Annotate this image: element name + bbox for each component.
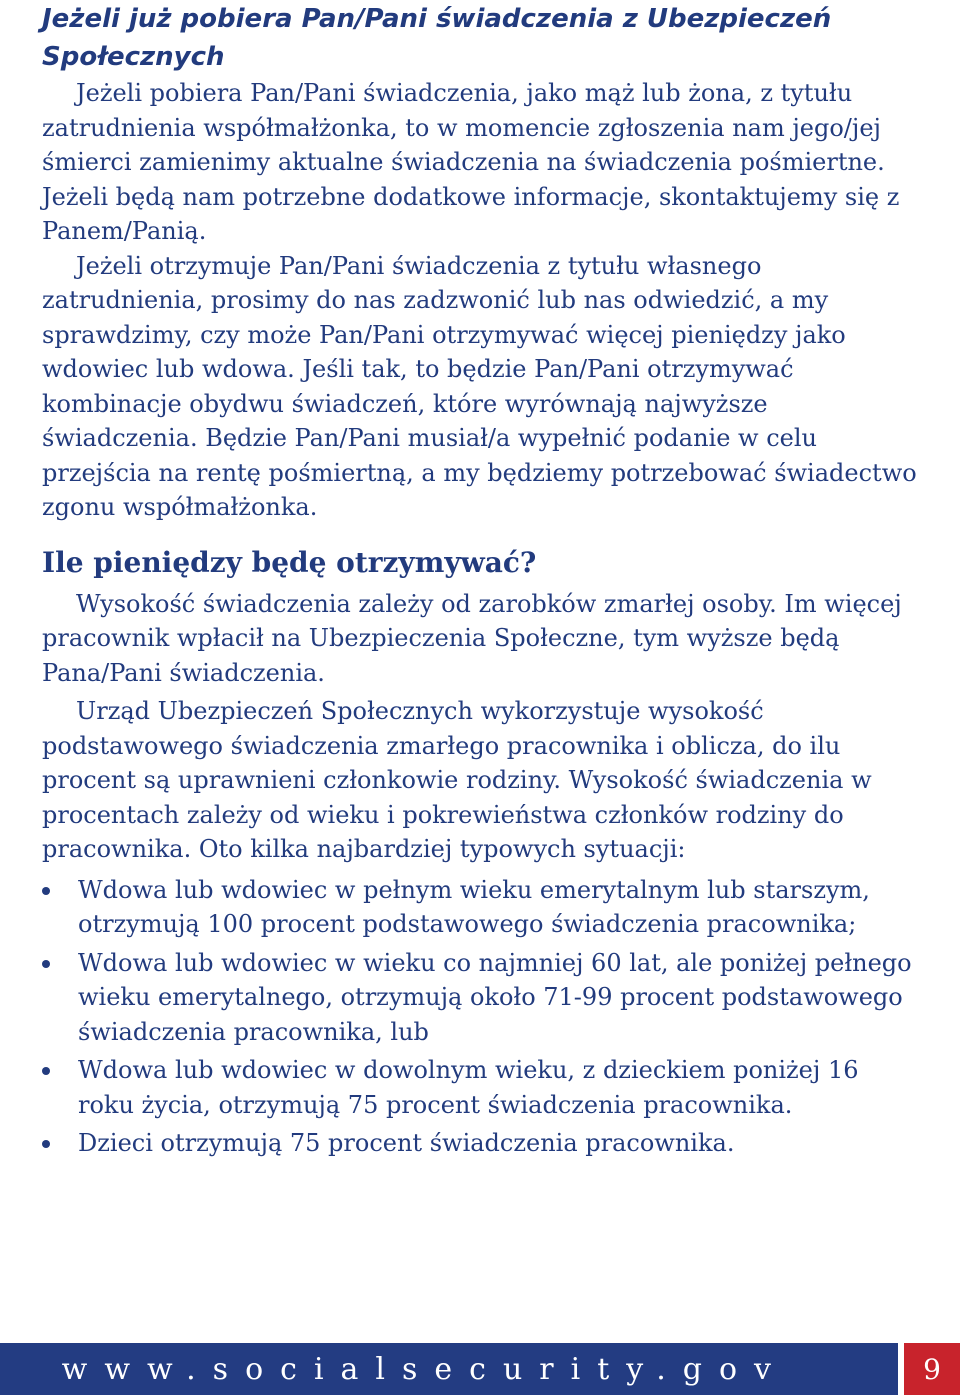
list-item-text: Wdowa lub wdowiec w pełnym wieku emerytalnym lub starszym, otrzymują 100 procent podstawowego świadczenia pracownika; [78,875,870,938]
list-item [42,873,922,942]
list-item [42,946,922,1050]
bullet-icon [42,1140,50,1148]
section-heading-how-much: Ile pieniędzy będę otrzymywać? [42,545,537,579]
paragraph: Urząd Ubezpieczeń Społecznych wykorzystuje wysokość podstawowego świadczenia zmarłego pracownika i oblicza, do ilu procent są uprawnieni członkowie rodziny. Wysokość świadczenia w procentach zależy od wieku i pokrewieństwa członków rodziny do pracownika. Oto kilka najbardziej typowych sytuacji: [42,697,872,863]
list-item-text: Wdowa lub wdowiec w dowolnym wieku, z dzieckiem poniżej 16 roku życia, otrzymują 75 procent świadczenia pracownika. [78,1056,859,1119]
benefit-situations-list [42,873,922,1161]
list-item [42,1126,922,1161]
page-number: 9 [923,1352,941,1386]
paragraph: Jeżeli otrzymuje Pan/Pani świadczenia z tytułu własnego zatrudnienia, prosimy do nas zadzwonić lub nas odwiedzić, a my sprawdzimy, czy może Pan/Pani otrzymywać więcej pieniędzy jako wdowiec lub wdowa. Jeśli tak, to będzie Pan/Pani otrzymywać kombinacje obydwu świadczeń, które wyrównają najwyższe świadczenia. Będzie Pan/Pani musiał/a wypełnić podanie w celu przejścia na rentę pośmiertną, a my będziemy potrzebować świadectwo zgonu współmałżonka. [42,251,917,521]
section-heading-current-benefits: Jeżeli już pobiera Pan/Pani świadczenia z Ubezpieczeń Społecznych [42,4,832,72]
bullet-icon [42,887,50,895]
footer-bar [0,1343,898,1395]
list-item [42,1053,922,1122]
footer-url-link[interactable]: www.socialsecurity.gov [61,1351,788,1387]
paragraph: Jeżeli pobiera Pan/Pani świadczenia, jako mąż lub żona, z tytułu zatrudnienia współmałżonka, to w momencie zgłoszenia nam jego/jej śmierci zamienimy aktualne świadczenia na świadczenia pośmiertne. Jeżeli będą nam potrzebne dodatkowe informacje, skontaktujemy się z Panem/Panią. [42,79,900,245]
list-item-text: Wdowa lub wdowiec w wieku co najmniej 60 lat, ale poniżej pełnego wieku emerytalnego, otrzymują około 71-99 procent podstawowego świadczenia pracownika, lub [78,948,912,1046]
paragraph: Wysokość świadczenia zależy od zarobków zmarłej osoby. Im więcej pracownik wpłacił na Ubezpieczenia Społeczne, tym wyższe będą Pana/Pani świadczenia. [42,589,902,687]
list-item-text: Dzieci otrzymują 75 procent świadczenia pracownika. [78,1129,735,1157]
page-content [42,0,922,1165]
bullet-icon [42,960,50,968]
page-number-badge [904,1343,960,1395]
bullet-icon [42,1067,50,1075]
